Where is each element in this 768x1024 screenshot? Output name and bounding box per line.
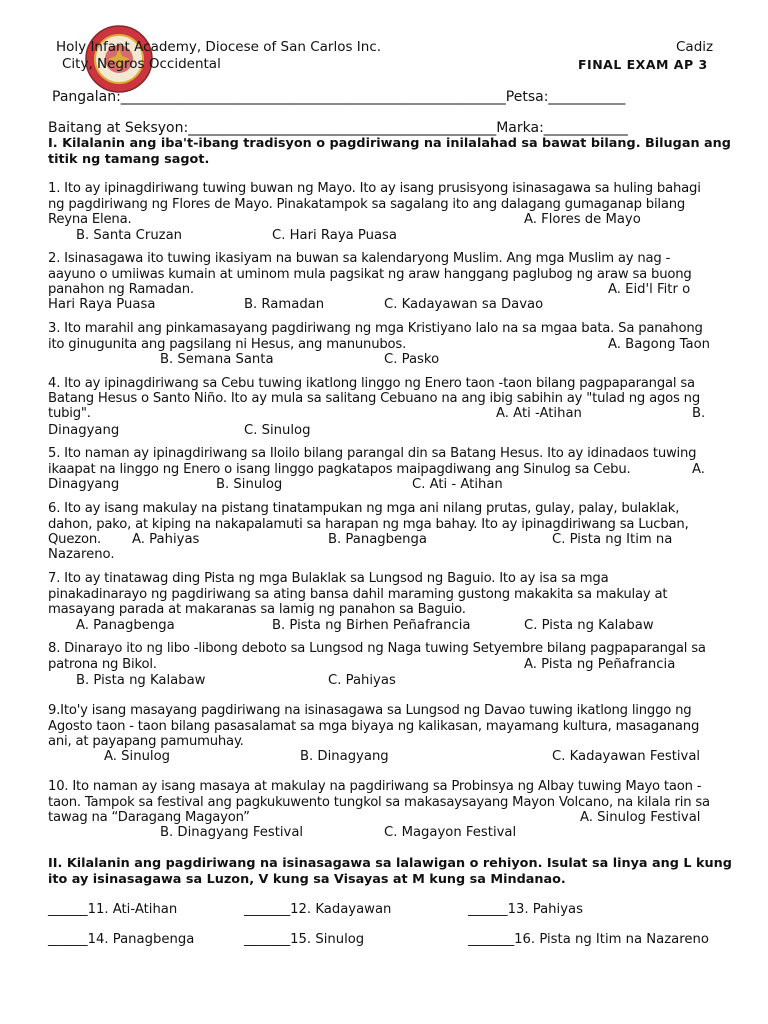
q3-choice-b[interactable]: B. Semana Santa	[160, 352, 274, 367]
q2-line1: 2. Isinasagawa ito tuwing ikasiyam na buwan sa kalendaryong Muslim. Ang mga Muslim ay nag -	[48, 251, 671, 266]
part2-instruction-line2: ito ay isinasagawa sa Luzon, V kung sa Visayas at M kung sa Mindanao.	[48, 872, 566, 887]
part2-item-12[interactable]: _______12. Kadayawan	[244, 902, 392, 917]
q6-line1: 6. Ito ay isang makulay na pistang tinatampukan ng mga ani nilang prutas, gulay, palay, bulaklak,	[48, 501, 680, 516]
q6-choice-a[interactable]: A. Pahiyas	[132, 532, 200, 547]
q5-line1: 5. Ito naman ay ipinagdiriwang sa Iloilo bilang parangal din sa Batang Hesus. Ito ay idinadaos tuwing	[48, 446, 697, 461]
q9-line3: ani, at payapang pamumuhay.	[48, 734, 244, 749]
q5-choice-b[interactable]: B. Sinulog	[216, 477, 283, 492]
part2-item-13[interactable]: ______13. Pahiyas	[468, 902, 583, 917]
q10-line3: tawag na “Daragang Magayon”	[48, 810, 250, 825]
q2-choice-b[interactable]: B. Ramadan	[244, 297, 325, 312]
q2-line3: panahon ng Ramadan.	[48, 282, 194, 297]
q10-line2: taon. Tampok sa festival ang pagkukuwento tungkol sa makasaysayang Mayon Volcano, na kilala rin sa	[48, 795, 710, 810]
q4-line1: 4. Ito ay ipinagdiriwang sa Cebu tuwing ikatlong linggo ng Enero taon -taon bilang pagpaparangal sa	[48, 376, 695, 391]
q9-choice-a[interactable]: A. Sinulog	[104, 749, 171, 764]
q6-choice-b[interactable]: B. Panagbenga	[328, 532, 427, 547]
q1-line2: ng pagdiriwang ng Flores de Mayo. Pinakatampok sa sagalang ito ang dalagang gumaganap bilang	[48, 197, 686, 212]
q6-choice-c-cont[interactable]: Nazareno.	[48, 547, 115, 562]
q8-line1: 8. Dinarayo ito ng libo -libong deboto sa Lungsod ng Naga tuwing Setyembre bilang pagpaparangal sa	[48, 641, 706, 656]
q2-choice-a[interactable]: A. Eid'l Fitr o	[608, 282, 691, 297]
q1-line3: Reyna Elena.	[48, 212, 132, 227]
q4-line3: tubig".	[48, 406, 91, 421]
q6-line2: dahon, pako, at kiping na nakapalamuti sa harapan ng mga bahay. Ito ay ipinagdiriwang sa Lucban,	[48, 517, 689, 532]
q5-choice-a[interactable]: A.	[692, 462, 705, 477]
q1-choice-b[interactable]: B. Santa Cruzan	[76, 228, 183, 243]
q9-choice-c[interactable]: C. Kadayawan Festival	[552, 749, 701, 764]
q10-choice-a[interactable]: A. Sinulog Festival	[580, 810, 701, 825]
part2-item-15[interactable]: _______15. Sinulog	[244, 932, 365, 947]
q2-line2: aayuno o umiiwas kumain at uminom mula pagsikat ng araw hanggang paglubog ng araw sa buong	[48, 267, 692, 282]
q6-line3: Quezon.	[48, 532, 101, 547]
part2-item-14[interactable]: ______14. Panagbenga	[48, 932, 195, 947]
q4-choice-b[interactable]: B.	[692, 406, 706, 421]
q7-line2: pinakadinarayo ng pagdiriwang sa ating bansa dahil maraming gustong makakita sa makulay at	[48, 587, 668, 602]
pangalan-petsa-field: Pangalan:_______________________________________________________Petsa:___________	[52, 89, 626, 105]
q1-choice-c[interactable]: C. Hari Raya Puasa	[272, 228, 398, 243]
q3-line2: ito ginugunita ang pagsilang ni Hesus, ang manunubos.	[48, 337, 407, 352]
exam-title: FINAL EXAM AP 3	[578, 57, 708, 72]
q9-line2: Agosto taon - taon bilang pasasalamat sa mga biyaya ng kalikasan, mayamang kultura, masaganang	[48, 719, 700, 734]
city-cadiz: Cadiz	[676, 39, 714, 55]
q7-line1: 7. Ito ay tinatawag ding Pista ng mga Bulaklak sa Lungsod ng Baguio. Ito ay isa sa mga	[48, 571, 609, 586]
q7-choice-c[interactable]: C. Pista ng Kalabaw	[524, 618, 654, 633]
q4-choice-c[interactable]: C. Sinulog	[244, 423, 311, 438]
q10-choice-b[interactable]: B. Dinagyang Festival	[160, 825, 304, 840]
q8-line2: patrona ng Bikol.	[48, 657, 157, 672]
q5-choice-c[interactable]: C. Ati - Atihan	[412, 477, 503, 492]
q4-choice-a[interactable]: A. Ati -Atihan	[496, 406, 582, 421]
baitang-marka-field: Baitang at Seksyon:____________________________________________Marka:____________	[48, 120, 628, 136]
q8-choice-b[interactable]: B. Pista ng Kalabaw	[76, 673, 206, 688]
school-location: City, Negros Occidental	[62, 56, 221, 72]
q7-choice-b[interactable]: B. Pista ng Birhen Peñafrancia	[272, 618, 471, 633]
part2-item-16[interactable]: _______16. Pista ng Itim na Nazareno	[468, 932, 709, 947]
q7-line3: masayang parada at makaranas sa lamig ng panahon sa Baguio.	[48, 602, 466, 617]
q8-choice-a[interactable]: A. Pista ng Peñafrancia	[524, 657, 676, 672]
q10-choice-c[interactable]: C. Magayon Festival	[384, 825, 517, 840]
q8-choice-c[interactable]: C. Pahiyas	[328, 673, 396, 688]
school-name: Holy Infant Academy, Diocese of San Carlos Inc.	[56, 39, 382, 55]
q1-choice-a[interactable]: A. Flores de Mayo	[524, 212, 641, 227]
part1-instruction-line1: I. Kilalanin ang iba't-ibang tradisyon o pagdiriwang na inilalahad sa bawat bilang. Bilugan ang	[48, 136, 731, 151]
q2-choice-a-cont[interactable]: Hari Raya Puasa	[48, 297, 156, 312]
q4-line2: Batang Hesus o Santo Niño. Ito ay mula sa salitang Cebuano na ang ibig sabihin ay "tulad ng agos ng	[48, 391, 700, 406]
q1-line1: 1. Ito ay ipinagdiriwang tuwing buwan ng Mayo. Ito ay isang prusisyong isinasagawa sa huling bahagi	[48, 181, 701, 196]
q5-line2: ikaapat na linggo ng Enero o isang linggo pagkatapos maipagdiwang ang Sinulog sa Cebu.	[48, 462, 631, 477]
q10-line1: 10. Ito naman ay isang masaya at makulay na pagdiriwang sa Probinsya ng Albay tuwing Mayo taon -	[48, 779, 702, 794]
q3-choice-a[interactable]: A. Bagong Taon	[608, 337, 711, 352]
part2-item-11[interactable]: ______11. Ati-Atihan	[48, 902, 178, 917]
q6-choice-c[interactable]: C. Pista ng Itim na	[552, 532, 673, 547]
q5-choice-a-cont[interactable]: Dinagyang	[48, 477, 120, 492]
q4-choice-b-cont[interactable]: Dinagyang	[48, 423, 120, 438]
q2-choice-c[interactable]: C. Kadayawan sa Davao	[384, 297, 544, 312]
q3-line1: 3. Ito marahil ang pinkamasayang pagdiriwang ng mga Kristiyano lalo na sa mgaa bata. Sa panahong	[48, 321, 703, 336]
q9-choice-b[interactable]: B. Dinagyang	[300, 749, 389, 764]
q9-line1: 9.Ito'y isang masayang pagdiriwang na isinasagawa sa Lungsod ng Davao tuwing ikatlong linggo ng	[48, 703, 692, 718]
q7-choice-a[interactable]: A. Panagbenga	[76, 618, 175, 633]
part2-instruction-line1: II. Kilalanin ang pagdiriwang na isinasagawa sa lalawigan o rehiyon. Isulat sa linya ang L kung	[48, 856, 732, 871]
q3-choice-c[interactable]: C. Pasko	[384, 352, 440, 367]
part1-instruction-line2: titik ng tamang sagot.	[48, 152, 210, 167]
